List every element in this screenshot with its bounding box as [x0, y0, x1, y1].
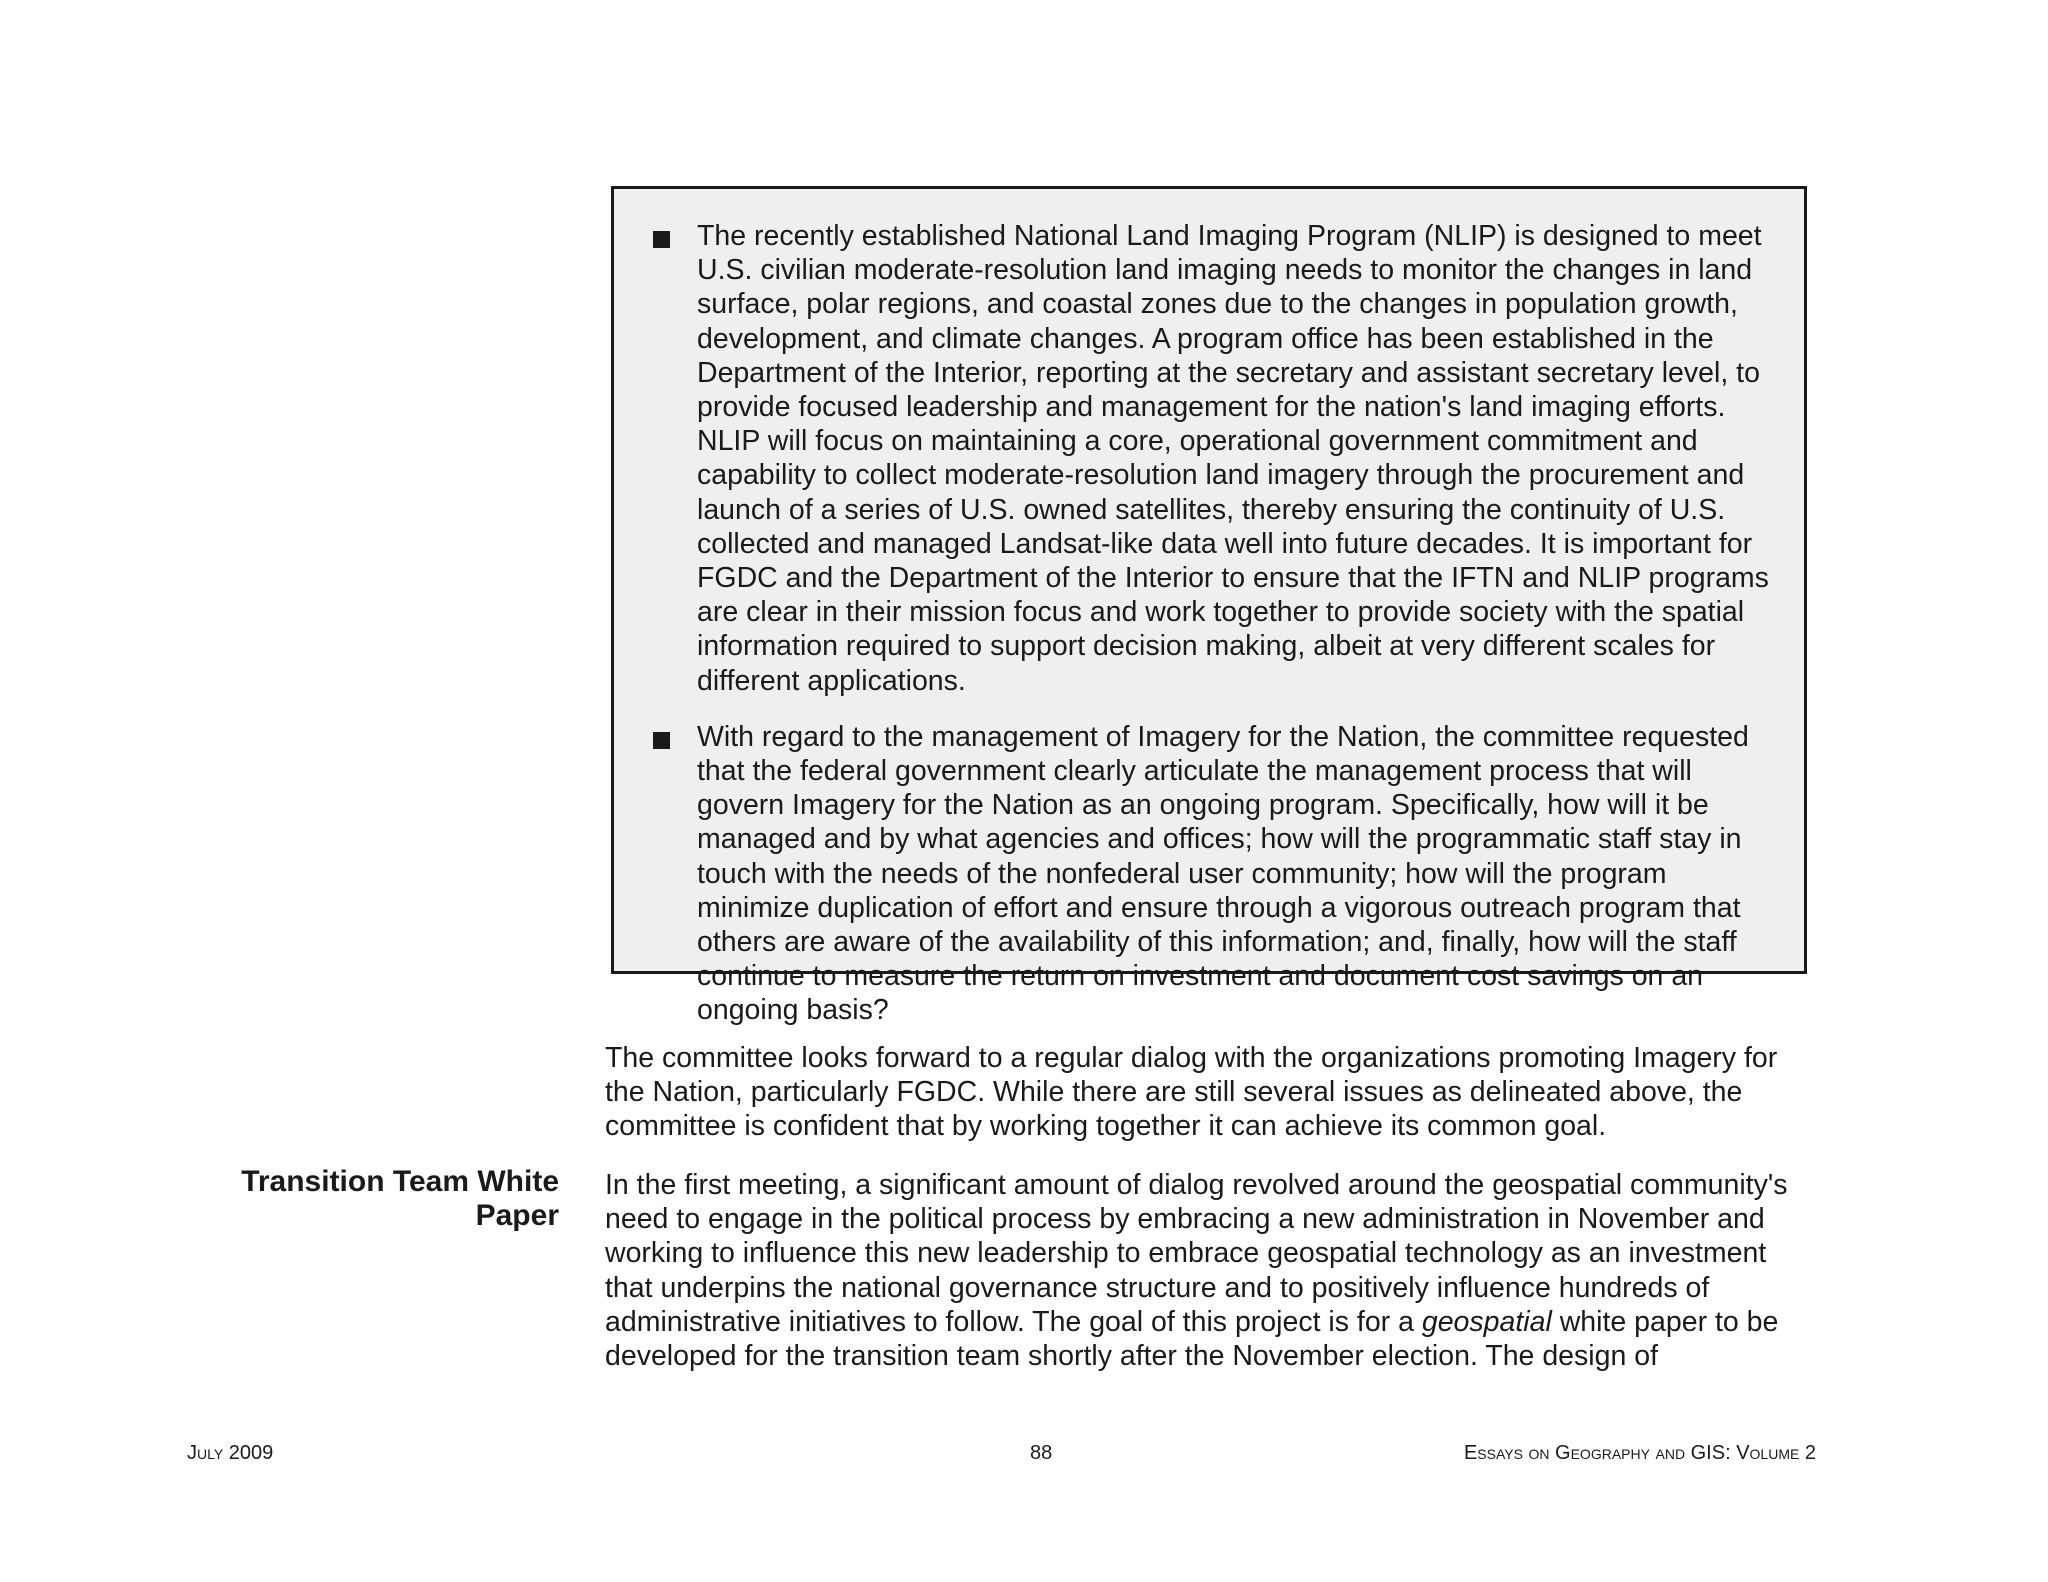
bullet-item-management	[638, 720, 1780, 1028]
bullet-text: The recently established National Land Imaging Program (NLIP) is designed to meet U.S. civilian moderate-resolution land imaging needs to monitor the changes in land surface, polar regions, and coastal zones due to the changes in population growth, development, and climate changes. A program office has been established in the Department of the Interior, reporting at the secretary and assistant secretary level, to provide focused leadership and management for the nation's land imaging efforts. NLIP will focus on maintaining a core, operational government commitment and capability to collect moderate-resolution land imagery through the procurement and launch of a series of U.S. owned satellites, thereby ensuring the continuity of U.S. collected and managed Landsat-like data well into future decades. It is important for FGDC and the Department of the Interior to ensure that the IFTN and NLIP programs are clear in their mission focus and work together to provide society with the spatial information required to support decision making, albeit at very different scales for different applications.	[697, 220, 1769, 697]
footer-publication-title: Essays on Geography and GIS: Volume 2	[1463, 1442, 1816, 1464]
callout-box	[611, 186, 1807, 1027]
section-heading: Transition Team White Paper	[241, 1165, 559, 1232]
paragraph-transition-team	[605, 1168, 1815, 1373]
square-bullet-icon	[653, 732, 670, 749]
page-number: 88	[1030, 1442, 1053, 1464]
footer-date: July 2009	[187, 1442, 274, 1464]
bullet-item-nlip	[638, 219, 1780, 698]
paragraph-text: In the first meeting, a significant amount of dialog revolved around the geospatial community's need to engage in the political process by embracing a new administration in November and working to influence this new leadership to embrace geospatial technology as an investment that underpins the national governance structure and to positively influence hundreds of administrative initiatives to follow. The goal of this project is for a	[605, 1169, 1788, 1338]
bullet-text: With regard to the management of Imagery for the Nation, the committee requested that the federal government clearly articulate the management process that will govern Imagery for the Nation as an ongoing program. Specifically, how will it be managed and by what agencies and offices; how will the programmatic staff stay in touch with the needs of the nonfederal user community; how will the program minimize duplication of effort and ensure through a vigorous outreach program that others are aware of the availability of this information; and, finally, how will the staff continue to measure the return on investment and document cost savings on an ongoing basis?	[697, 720, 1749, 1027]
paragraph-text: white paper to be developed for the transition team shortly after the November election. The design of	[605, 1305, 1779, 1373]
emphasis-text: geospatial	[1421, 1305, 1552, 1338]
square-bullet-icon	[653, 231, 670, 248]
paragraph-committee-dialog: The committee looks forward to a regular dialog with the organizations promoting Imagery for the Nation, particularly FGDC. While there are still several issues as delineated above, the committee is confident that by working together it can achieve its common goal.	[605, 1042, 1778, 1143]
